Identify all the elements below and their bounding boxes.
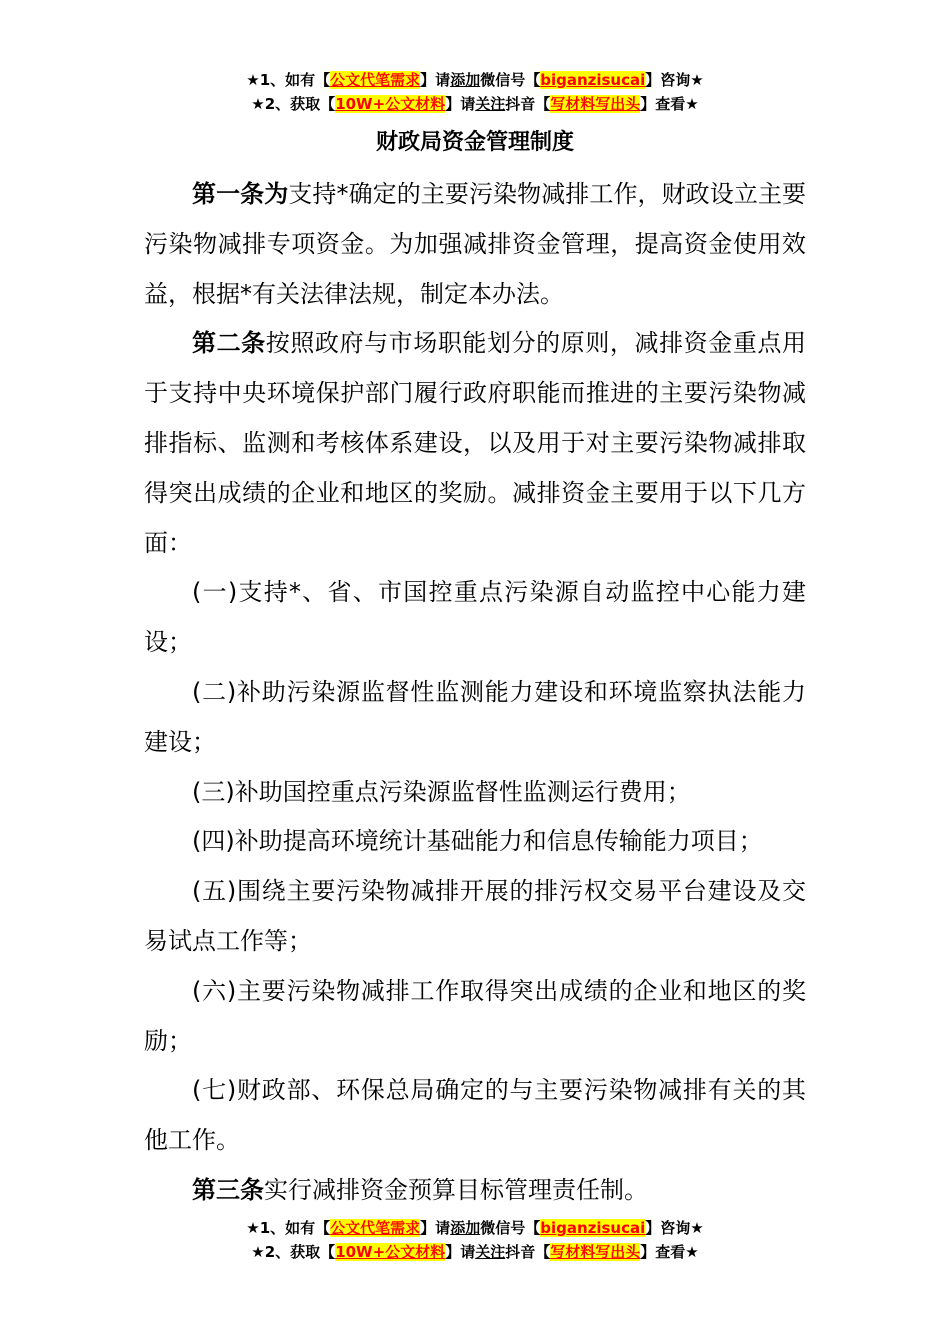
- list-item-5: [144, 867, 806, 967]
- promo-underline: 关注: [475, 1243, 506, 1261]
- promo-text: 抖音【: [505, 1243, 551, 1261]
- promo-text: 】请: [420, 71, 451, 89]
- promo-text: 】请: [420, 1219, 451, 1237]
- promo-text: 微信号【: [480, 1219, 541, 1237]
- promo-highlight: 公文代笔需求: [330, 71, 421, 89]
- article-heading: 第一条为: [192, 180, 289, 208]
- promo-douyin-id: 写材料写出头: [550, 1243, 641, 1261]
- list-item-1: [144, 568, 806, 668]
- promo-wechat-id: biganzisucai: [540, 1219, 646, 1237]
- promo-highlight: 10W+公文材料: [335, 1243, 446, 1261]
- promo-text: ★1、如有【: [246, 71, 331, 89]
- promo-douyin-id: 写材料写出头: [550, 95, 641, 113]
- list-item-6: [144, 967, 806, 1067]
- promo-underline: 关注: [475, 95, 506, 113]
- paragraph-article-2: [144, 319, 806, 568]
- promo-line-2: [0, 92, 950, 116]
- promo-underline: 添加: [450, 1219, 481, 1237]
- paragraph-text: (二)补助污染源监督性监测能力建设和环境监察执法能力建设；: [144, 677, 806, 756]
- promo-text: 】请: [445, 95, 476, 113]
- list-item-4: [144, 817, 806, 867]
- promo-line-1: [0, 1216, 950, 1240]
- promo-text: 】请: [445, 1243, 476, 1261]
- paragraph-text: 实行减排资金预算目标管理责任制。: [264, 1175, 648, 1204]
- promo-underline: 添加: [450, 71, 481, 89]
- promo-text: ★2、获取【: [251, 1243, 336, 1261]
- paragraph-text: (五)围绕主要污染物减排开展的排污权交易平台建设及交易试点工作等；: [144, 877, 806, 955]
- promo-text: ★1、如有【: [246, 1219, 331, 1237]
- paragraph-text: (七)财政部、环保总局确定的与主要污染物减排有关的其他工作。: [144, 1076, 806, 1155]
- promo-text: 微信号【: [480, 71, 541, 89]
- promo-text: 】查看★: [640, 95, 699, 113]
- promo-line-1: [0, 68, 950, 92]
- promo-text: 】查看★: [640, 1243, 699, 1261]
- promo-text: 抖音【: [505, 95, 551, 113]
- promo-header: [0, 68, 950, 116]
- promo-text: 】咨询★: [645, 1219, 704, 1237]
- paragraph-text: (三)补助国控重点污染源监督性监测运行费用；: [192, 777, 691, 806]
- promo-text: 】咨询★: [645, 71, 704, 89]
- document-body: [144, 170, 806, 1216]
- paragraph-text: 支持*确定的主要污染物减排工作，财政设立主要污染物减排专项资金。为加强减排资金管理，提高资金使用效益，根据*有关法律法规，制定本办法。: [144, 180, 807, 308]
- document-title: 财政局资金管理制度: [375, 130, 574, 155]
- article-heading: 第三条: [192, 1175, 264, 1204]
- list-item-3: [144, 768, 806, 818]
- paragraph-article-1: [144, 170, 806, 319]
- paragraph-text: (一)支持*、省、市国控重点污染源自动监控中心能力建设；: [144, 578, 806, 657]
- paragraph-text: (四)补助提高环境统计基础能力和信息传输能力项目；: [192, 827, 763, 856]
- promo-highlight: 10W+公文材料: [335, 95, 446, 113]
- list-item-7: [144, 1066, 806, 1166]
- promo-footer: [0, 1216, 950, 1264]
- promo-text: ★2、获取【: [251, 95, 336, 113]
- paragraph-article-3: [144, 1166, 806, 1216]
- promo-wechat-id: biganzisucai: [540, 71, 646, 89]
- promo-line-2: [0, 1240, 950, 1264]
- list-item-2: [144, 668, 806, 768]
- paragraph-text: (六)主要污染物减排工作取得突出成绩的企业和地区的奖励；: [144, 976, 806, 1055]
- promo-highlight: 公文代笔需求: [330, 1219, 421, 1237]
- paragraph-text: 按照政府与市场职能划分的原则，减排资金重点用于支持中央环境保护部门履行政府职能而推进的主要污染物减排指标、监测和考核体系建设，以及用于对主要污染物减排取得突出成绩的企业和地区的奖励。减排资金主要用于以下几方面：: [144, 329, 806, 557]
- article-heading: 第二条: [192, 329, 266, 358]
